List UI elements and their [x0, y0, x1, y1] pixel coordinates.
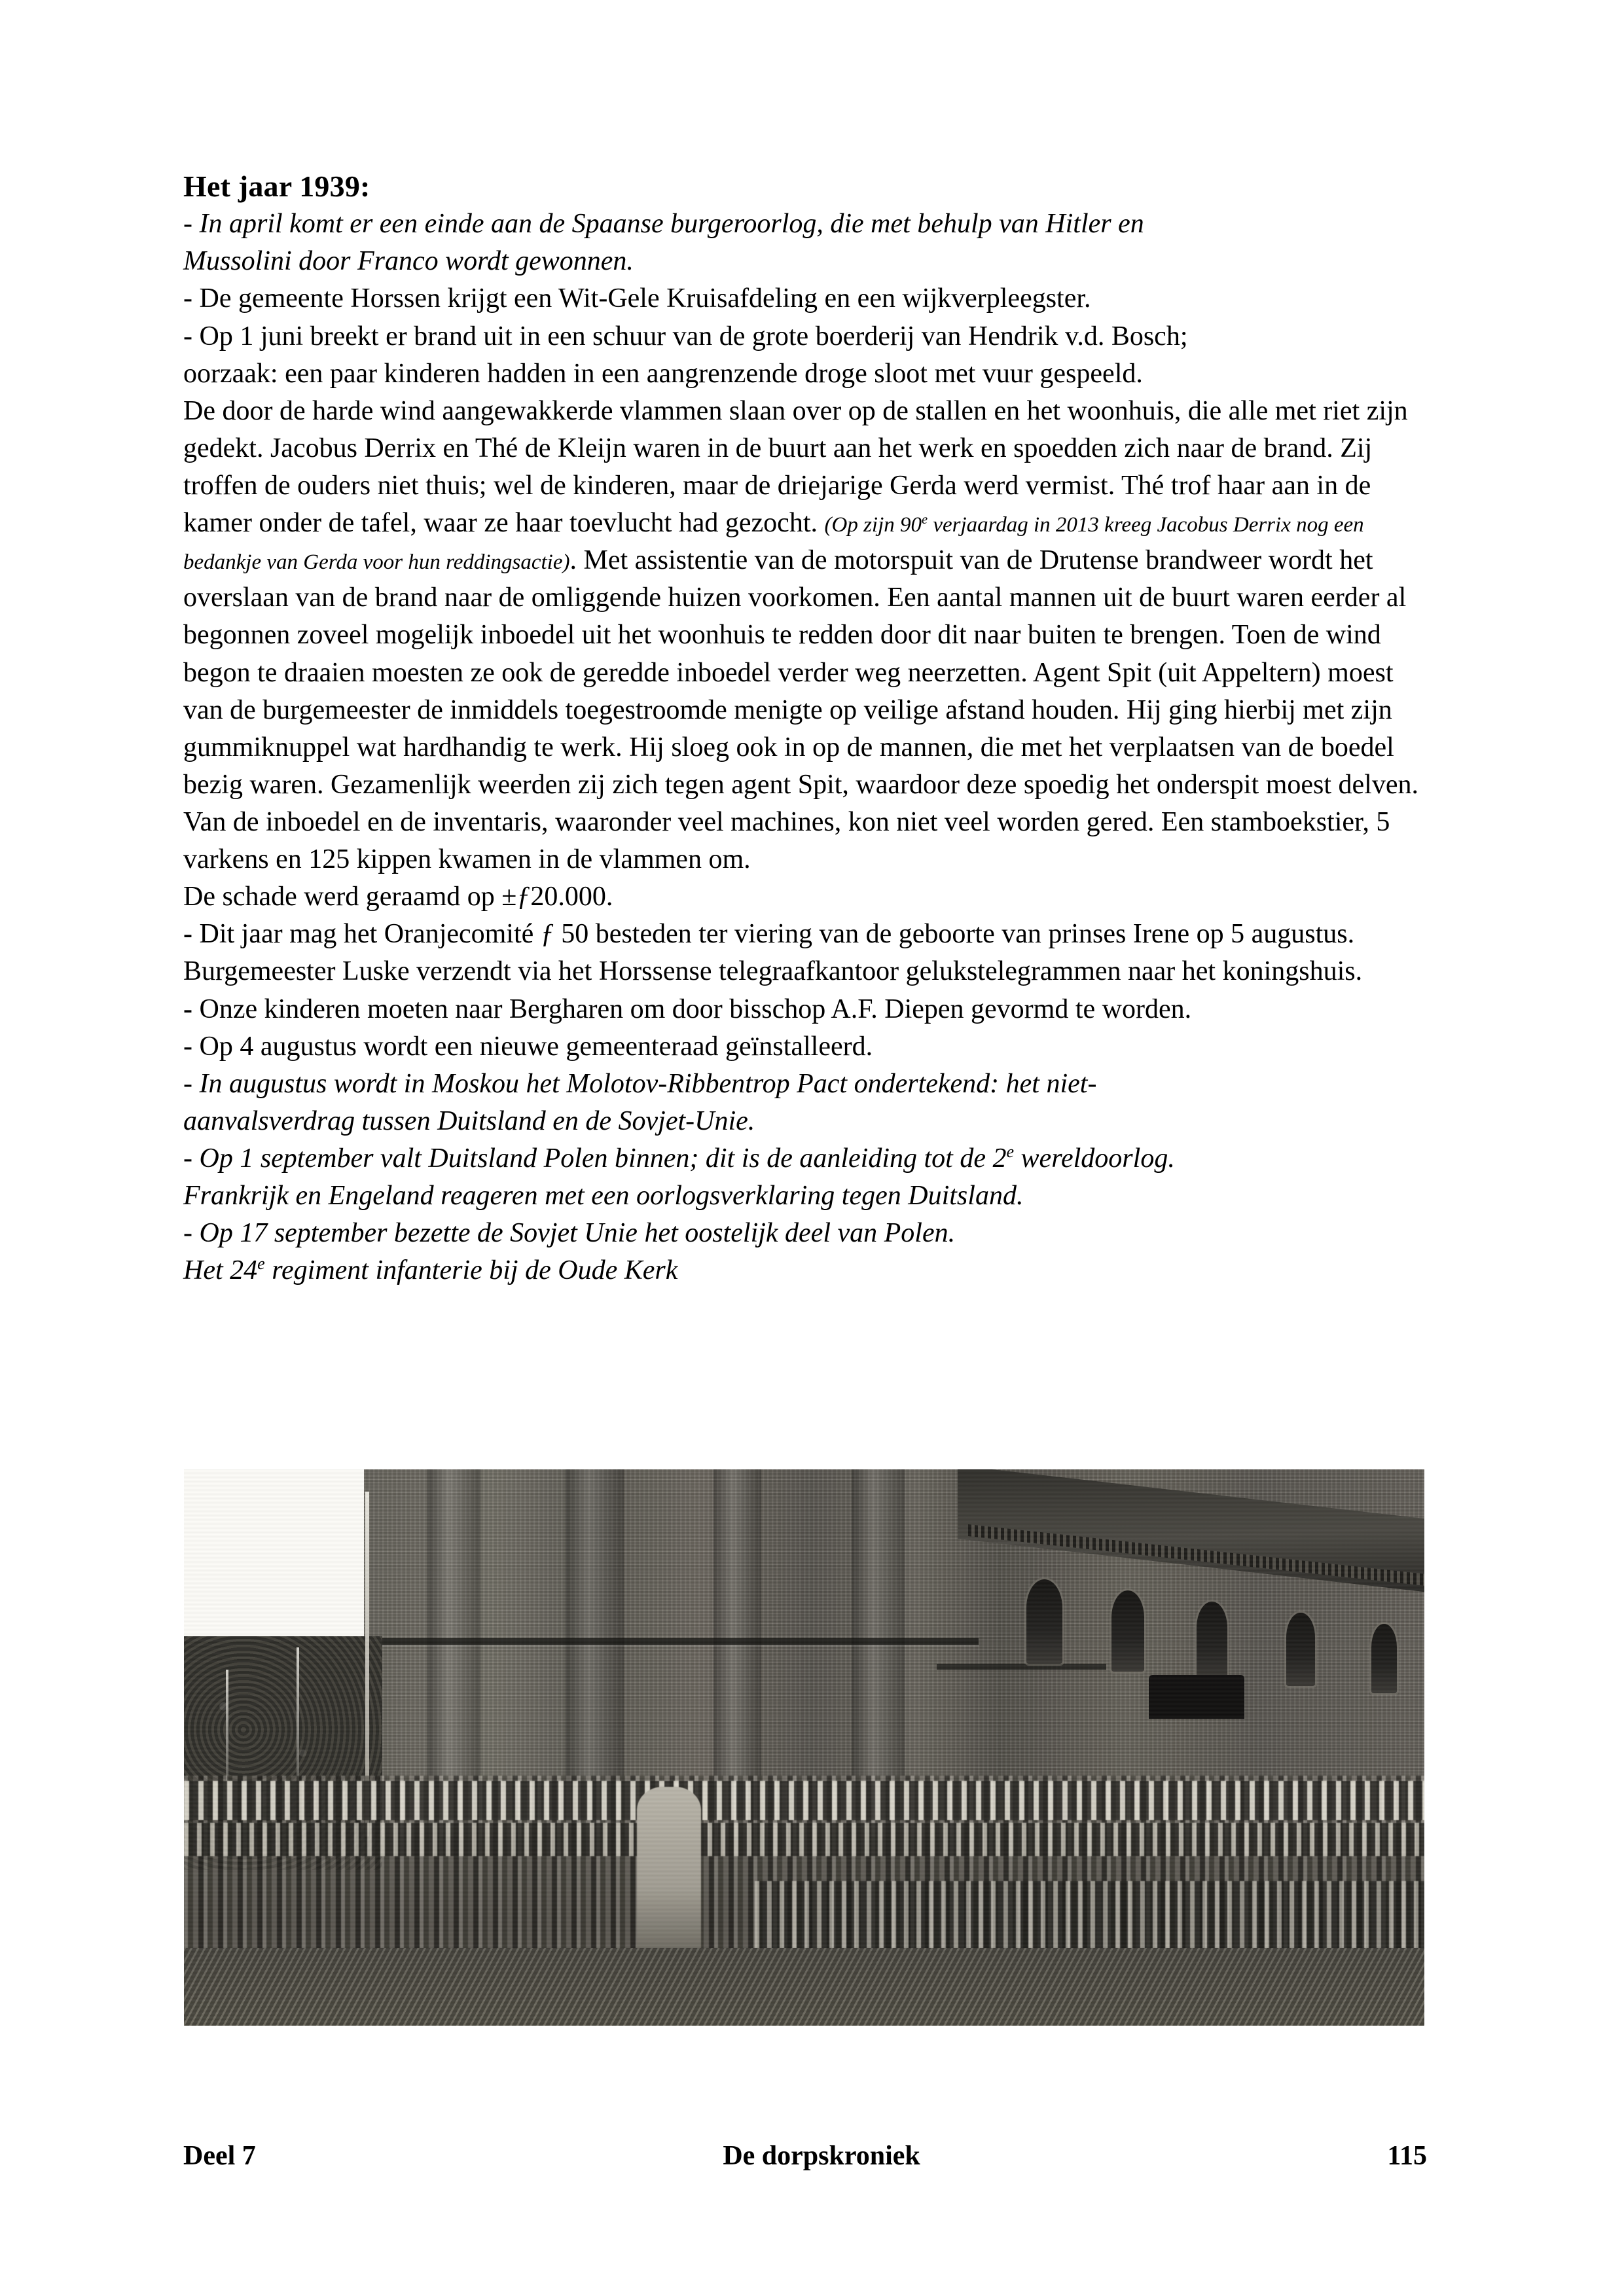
damage-text-pre: De schade werd geraamd op ±	[183, 882, 517, 912]
entry-line: - Op 4 augustus wordt een nieuwe gemeenteraad geïnstalleerd.	[183, 1031, 873, 1062]
officer-figure	[637, 1787, 702, 1954]
aside-note-post: verjaardag in 2013 kreeg Jacobus Derrix nog een bedankje van Gerda voor hun reddingsactie)	[183, 513, 1364, 575]
church-window	[1111, 1590, 1144, 1671]
ordinal-suffix: e	[257, 1254, 265, 1274]
footer-page-number: 115	[1387, 2141, 1427, 2171]
church-stringcourse	[937, 1664, 1106, 1670]
entry-text-pre: - Op 1 september valt Duitsland Polen binnen; dit is de aanleiding tot de 2	[183, 1143, 1007, 1174]
entry-invasion-of-poland	[183, 1140, 1427, 1215]
guilder-symbol: ƒ	[540, 919, 554, 950]
entry-line: Frankrijk en Engeland reageren met een oorlogsverklaring tegen Duitsland.	[183, 1181, 1024, 1211]
entry-text-post: 50 besteden ter viering van de geboorte van prinses Irene op 5 augustus. Burgemeester Luske verzendt via het Horssense telegraafkantoor gelukstelegrammen naar het koningshuis.	[183, 919, 1363, 987]
entry-line: oorzaak: een paar kinderen hadden in een aangrenzende droge sloot met vuur gespeeld.	[183, 358, 1143, 389]
caption-text-post: regiment infanterie bij de Oude Kerk	[264, 1255, 678, 1286]
aside-ordinal-suffix: e	[922, 512, 928, 528]
page-content	[183, 169, 1427, 1289]
ordinal-suffix: e	[1006, 1142, 1015, 1161]
caption-text-pre: Het 24	[183, 1255, 258, 1286]
entry-line: - In augustus wordt in Moskou het Molotov-Ribbentrop Pact ondertekend: het niet-	[183, 1068, 1097, 1099]
church-doorway	[1149, 1675, 1244, 1719]
church-window	[1026, 1579, 1062, 1664]
entry-line: - Op 17 september bezette de Sovjet Unie het oostelijk deel van Polen.	[183, 1218, 956, 1249]
church-window	[1371, 1624, 1397, 1694]
page-footer	[183, 2140, 1427, 2172]
soldier-row-back	[184, 1781, 1424, 1820]
entry-fire-1-juni	[183, 318, 1427, 393]
fire-narrative-paragraph	[183, 393, 1427, 878]
entry-text-pre: Dit jaar mag het Oranjecomité	[192, 919, 541, 950]
damage-estimate-line	[183, 878, 1427, 916]
narrative-part-two: . Met assistentie van de motorspuit van de Drutense brandweer wordt het overslaan van de brand naar de omliggende huizen voorkomen. Een aantal mannen uit de buurt waren eerder al begonnen zoveel mogelijk inboedel uit het woonhuis te redden door dit naar buiten te brengen. Toen de wind begon te draaien moesten ze ook de geredde inboedel verder weg neerzetten. Agent Spit (uit Appeltern) moest van de burgemeester de inmiddels toegestroomde menigte op veilige afstand houden. Hij ging hierbij met zijn gummiknuppel wat hardhandig te werk. Hij sloeg ook in op de mannen, die met het verplaatsen van de boedel bezig waren. Gezamenlijk weerden zij zich tegen agent Spit, waardoor deze spoedig het onderspit moest delven. Van de inboedel en de inventaris, waaronder veel machines, kon niet veel worden gered. Een stamboekstier, 5 varkens en 125 kippen kwamen in de vlammen om.	[183, 545, 1418, 875]
regiment-photograph	[184, 1469, 1424, 2026]
entry-text-post: wereldoorlog.	[1014, 1143, 1175, 1174]
footer-book-title: De dorpskroniek	[723, 2141, 920, 2171]
damage-text-post: 20.000.	[530, 882, 613, 912]
entry-oranjecomite	[183, 916, 1427, 990]
bullet-dash: -	[183, 994, 192, 1024]
guilder-symbol: ƒ	[516, 882, 531, 912]
entry-soviet-occupation	[183, 1215, 1427, 1252]
page-title: Het jaar 1939:	[183, 170, 370, 203]
entry-line: - Op 1 juni breekt er brand uit in een schuur van de grote boerderij van Hendrik v.d. Bosch;	[183, 321, 1188, 351]
church-stringcourse	[364, 1638, 979, 1645]
entry-line: Mussolini door Franco wordt gewonnen.	[183, 246, 634, 277]
soldier-row-middle	[184, 1823, 1424, 1856]
church-window	[1197, 1602, 1227, 1679]
photo-foreground-ground	[184, 1948, 1424, 2026]
photo-canvas	[184, 1469, 1424, 2026]
entry-molotov-ribbentrop	[183, 1066, 1427, 1140]
entry-line: - In april komt er een einde aan de Spaanse burgeroorlog, die met behulp van Hitler en	[183, 209, 1144, 240]
entry-spanish-civil-war	[183, 206, 1427, 280]
photo-caption	[183, 1252, 1427, 1289]
soldier-row-kneeling	[755, 1881, 1424, 1954]
aside-note-pre: (Op zijn 90	[824, 513, 922, 537]
entry-line: - De gemeente Horssen krijgt een Wit-Gele Kruisafdeling en een wijkverpleegster.	[183, 283, 1091, 314]
entry-gemeenteraad	[183, 1028, 1427, 1066]
entry-line: aanvalsverdrag tussen Duitsland en de Sovjet-Unie.	[183, 1105, 755, 1136]
church-window	[1286, 1613, 1315, 1686]
footer-part-label: Deel 7	[183, 2141, 256, 2171]
entry-wit-gele-kruis	[183, 280, 1427, 317]
narrative-part-one: De door de harde wind aangewakkerde vlammen slaan over op de stallen en het woonhuis, die alle met riet zijn gedekt. Jacobus Derrix en Thé de Kleijn waren in de buurt aan het werk en spoedden zich naar de brand. Zij troffen de ouders niet thuis; wel de kinderen, maar de driejarige Gerda werd vermist. Thé trof haar aan in de kamer onder de tafel, waar ze haar toevlucht had gezocht.	[183, 395, 1408, 539]
entry-text: Onze kinderen moeten naar Bergharen om door bisschop A.F. Diepen gevormd te worden.	[192, 994, 1192, 1024]
entry-bergharen-vormsel	[183, 991, 1427, 1028]
bullet-dash: -	[183, 919, 192, 950]
